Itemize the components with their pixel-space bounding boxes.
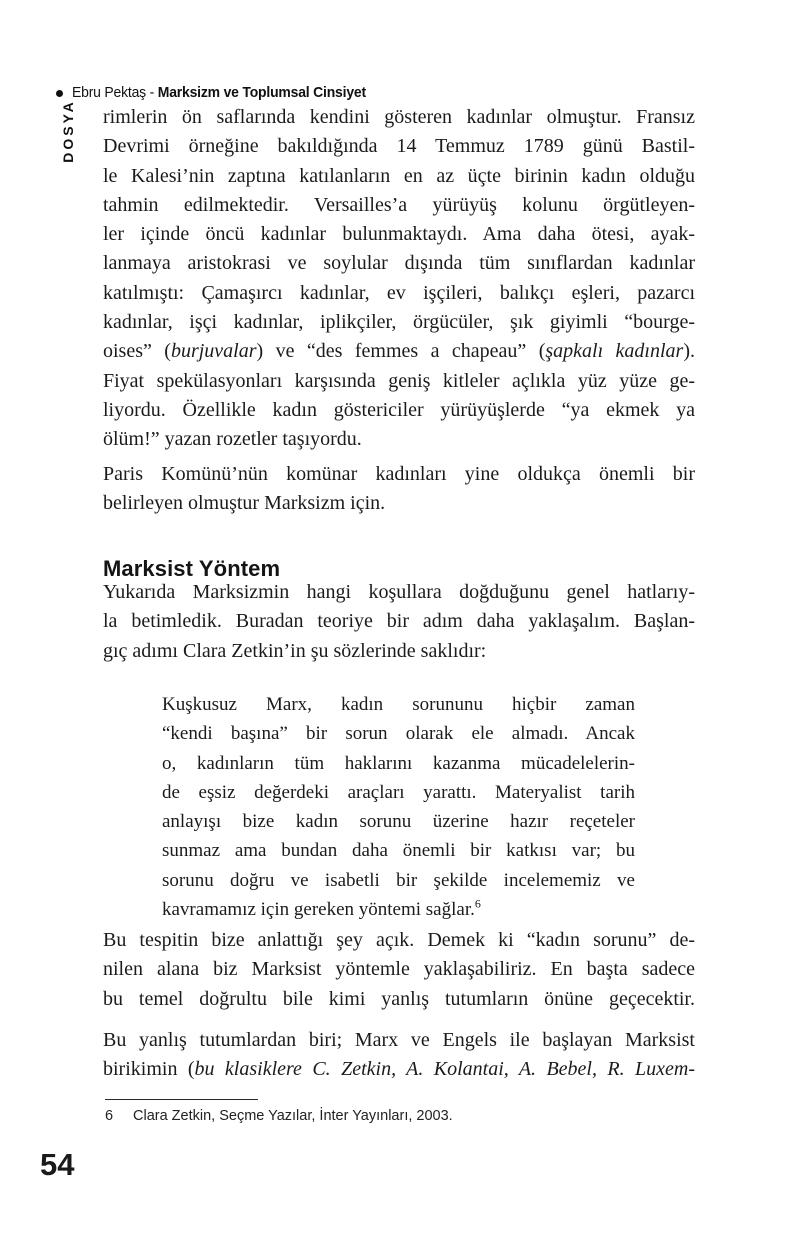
text-segment: birikimin ( [103,1058,195,1081]
text-line: Bu yanlış tutumlardan biri; Marx ve Engels ile başlayan Marksist [103,1029,695,1051]
italic-term: burjuvalar [170,340,257,363]
italic-term: bu klasiklere C. Zetkin, A. Kolantai, A. Bebel, R. Luxem- [194,1058,695,1081]
text-line: lanmaya aristokrasi ve soylular dışında tüm sınıflardan kadınlar [103,252,695,275]
quote-line: o, kadınların tüm haklarını kazanma mücadelelerin- [162,752,635,774]
footnote-text: Clara Zetkin, Seçme Yazılar, İnter Yayınları, 2003. [133,1108,453,1124]
footnote-reference: 6 [474,896,481,911]
italic-term: şapkalı kadınlar [545,340,684,363]
paragraph-2 [103,460,695,519]
quote-line: “kendi başına” bir sorun olarak ele almadı. Ancak [162,723,635,745]
text-line: la betimledik. Buradan teoriye bir adım daha yaklaşalım. Başlan- [103,610,695,633]
text-line: Devrimi örneğine bakıldığında 14 Temmuz 1789 günü Bastil- [103,135,695,158]
paragraph-4 [103,926,695,1014]
side-label-dosya: DOSYA [60,99,76,163]
quote-line: Kuşkusuz Marx, kadın sorununu hiçbir zaman [162,694,635,715]
quote-line: sorunu doğru ve isabetli bir şekilde incelememiz ve [162,869,635,891]
text-line: ölüm!” yazan rozetler taşıyordu. [103,428,362,451]
paragraph-3 [103,578,695,666]
text-segment: oises” ( [103,340,171,363]
footnote-divider [105,1099,258,1100]
text-line: ler içinde öncü kadınlar bulunmaktaydı. Ama daha ötesi, ayak- [103,223,695,246]
text-line: Fiyat spekülasyonları karşısında geniş kitleler açlıkla yüz yüze ge- [103,369,695,392]
section-heading: Marksist Yöntem [103,556,281,582]
paragraph-5 [103,1026,695,1085]
text-segment: ). [683,340,695,363]
text-segment: ) ve “des femmes a chapeau” ( [256,340,546,363]
text-line: tahmin edilmektedir. Versailles’a yürüyüş kolunu örgütleyen- [103,193,695,216]
text-line-mixed [103,1055,695,1084]
page-number: 54 [40,1147,75,1182]
footnote-number: 6 [105,1108,114,1124]
header-author: Ebru Pektaş [72,84,146,101]
paragraph-1 [103,103,695,455]
quote-line: sunmaz ama bundan daha önemli bir katkısı var; bu [162,840,635,862]
text-segment: kavramamız için gereken yöntemi sağlar. [162,899,475,921]
quote-line: de eşsiz değerdeki araçları yarattı. Materyalist tarih [162,781,635,803]
text-line: katılmıştı: Çamaşırcı kadınlar, ev işçileri, balıkçı eşleri, pazarcı [103,281,695,304]
footnote [105,1106,665,1126]
text-line: Paris Komünü’nün komünar kadınları yine oldukça önemli bir [103,463,695,485]
header-separator: - [145,84,158,101]
text-line: kadınlar, işçi kadınlar, iplikçiler, örgücüler, şık giyimli “bourge- [103,311,695,334]
text-line: gıç adımı Clara Zetkin’in şu sözlerinde saklıdır: [103,639,487,662]
text-line: Bu tespitin bize anlattığı şey açık. Demek ki “kadın sorunu” de- [103,929,695,951]
blockquote-zetkin [162,690,635,924]
quote-line: anlayışı bize kadın sorunu üzerine hazır reçeteler [162,811,635,833]
text-line: belirleyen olmuştur Marksizm için. [103,492,386,515]
text-line: le Kalesi’nin zaptına katılanların en az üçte birinin kadın olduğu [103,164,695,187]
header-book-title: Marksizm ve Toplumsal Cinsiyet [157,84,366,101]
text-line: nilen alana biz Marksist yöntemle yaklaşabiliriz. En başta sadece [103,958,695,981]
text-line: rimlerin ön saflarında kendini gösteren kadınlar olmuştur. Fransız [103,106,695,128]
quote-line [162,895,635,924]
text-line: bu temel doğrultu bile kimi yanlış tutumların önüne geçecektir. [103,987,695,1010]
text-line: liyordu. Özellikle kadın göstericiler yürüyüşlerde “ya ekmek ya [103,398,695,421]
text-line-mixed [103,337,695,366]
text-line: Yukarıda Marksizmin hangi koşullara doğduğunu genel hatlarıy- [103,581,695,603]
text-column [103,0,695,1241]
